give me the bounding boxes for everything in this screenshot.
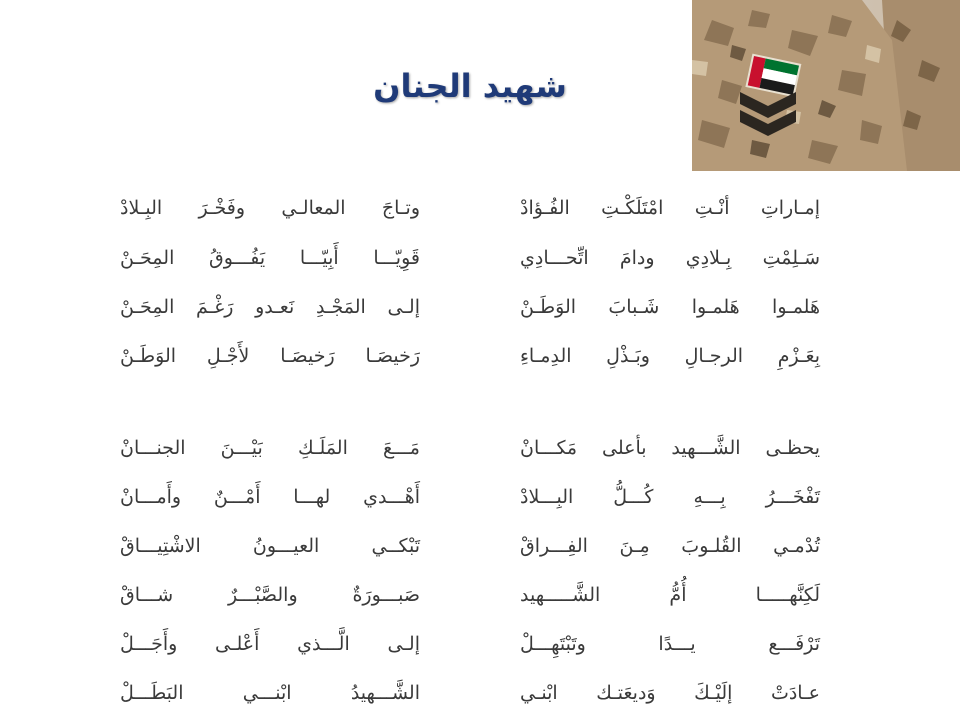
- verse-line: إمـاراتِ أنْـتِ امْتَلَكْـتِ الفُـؤادْ: [520, 197, 820, 219]
- verse-line: قَوِيّـــا أَبِيّـــا يَفُـــوقُ المِحَـنْ: [120, 247, 420, 269]
- verse-line: يحظـى الشَّـــهيد بأعلى مَكـــانْ: [520, 437, 820, 459]
- verse-line: أَهْـــدي لهـــا أَمْـــنٌ وأَمـــانْ: [120, 486, 420, 508]
- verse-line: صَبـــورَةٌ والصَّبْـــرٌ شـــاقْ: [120, 584, 420, 606]
- verse-line: لَكِنَّهـــــا أُمُّ الشَّـــــهيد: [520, 584, 820, 606]
- verse-line: سَـلِمْتِ بِـلادِي ودامَ اتِّحـــادِي: [520, 247, 820, 269]
- verse-line: إلـى المَجْـدِ نَعـدو رَغْـمَ المِحَـنْ: [120, 296, 420, 318]
- verse-line: بِعَـزْمِ الرجـالِ وبَـذْلِ الدِمـاءِ: [520, 345, 820, 367]
- verse-line: تُدْمـي القُلـوبَ مِـنَ الفِـــراقْ: [520, 535, 820, 557]
- verse-line: مَـــعَ المَلَـكِ بَيْـــنَ الجنـــانْ: [120, 437, 420, 459]
- verse-line: تَبْكــي العيـــونُ الاشْتِيـــاقْ: [120, 535, 420, 557]
- soldier-photo: [692, 0, 960, 171]
- verse-line: إلـى الَّـــذي أَعْلـى وأَجَـــلْ: [120, 633, 420, 655]
- page-title: شهيد الجنان: [373, 67, 567, 105]
- verse-line: وتـاجَ المعالـي وفَخْـرَ البِـلادْ: [120, 197, 420, 219]
- verse-line: رَخيصَـا رَخيصَـا لأَجْـلِ الوَطَـنْ: [120, 345, 420, 367]
- verse-line: الشَّـــهيدُ ابْنـــي البَطَـــلْ: [120, 682, 420, 704]
- soldier-shoulder-uae-flag-icon: [692, 0, 960, 171]
- verse-line: تَفْخَـــرُ بِـــهِ كُـــلُّ البِـــلادْ: [520, 486, 820, 508]
- verse-line: هَلمـوا هَلمـوا شَـبابَ الوَطَـنْ: [520, 296, 820, 318]
- verse-line: عـادَتْ إلَيْـكَ وَديعَتـك ابْنـي: [520, 682, 820, 704]
- verse-line: تَرْفَـــع يـــدًا وتَبْتَهِـــلْ: [520, 633, 820, 655]
